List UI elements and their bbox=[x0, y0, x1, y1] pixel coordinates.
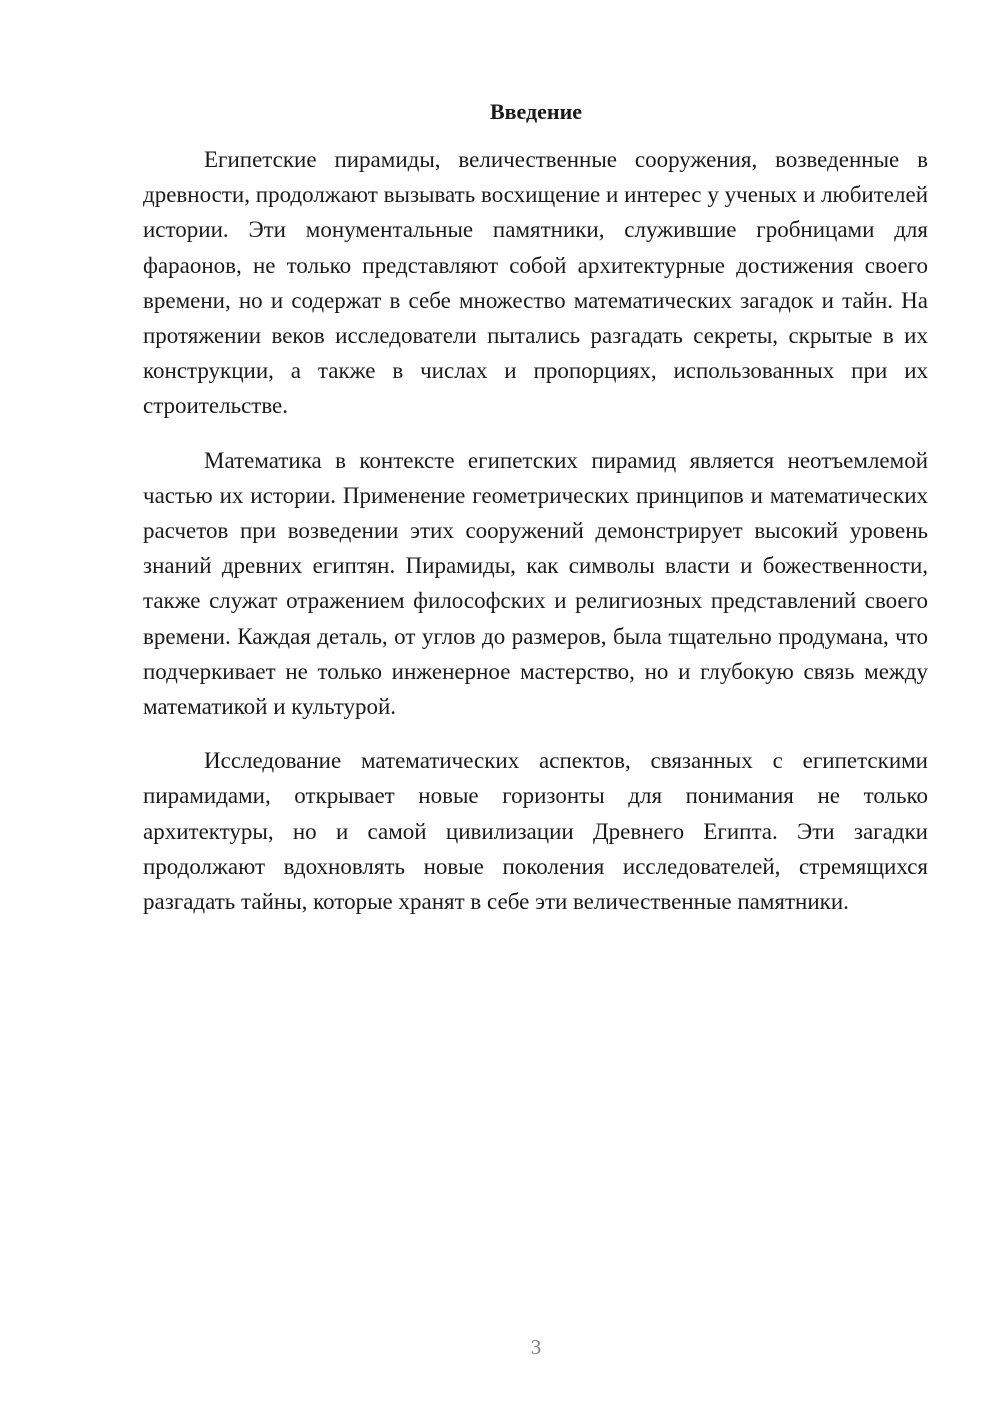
paragraph-1: Египетские пирамиды, величественные сооружения, возведенные в древности, продолжают вызывать восхищение и интерес у ученых и любителей истории. Эти монументальные памятники, служившие гробницами для фараонов, не только представляют собой архитектурные достижения своего времени, но и содержат в себе множество математических загадок и тайн. На протяжении веков исследователи пытались разгадать секреты, скрытые в их конструкции, а также в числах и пропорциях, использованных при их строительстве. bbox=[143, 147, 928, 419]
section-heading: Введение bbox=[489, 99, 583, 124]
paragraph-3: Исследование математических аспектов, связанных с египетскими пирамидами, открывает новые горизонты для понимания не только архитектуры, но и самой цивилизации Древнего Египта. Эти загадки продолжают вдохновлять новые поколения исследователей, стремящихся разгадать тайны, которые хранят в себе эти величественные памятники. bbox=[143, 748, 928, 915]
page-number: 3 bbox=[530, 1335, 542, 1359]
paragraph-2: Математика в контексте египетских пирамид является неотъемлемой частью их истории. Применение геометрических принципов и математических расчетов при возведении этих сооружений демонстрирует высокий уровень знаний древних египтян. Пирамиды, как символы власти и божественности, также служат отражением философских и религиозных представлений своего времени. Каждая деталь, от углов до размеров, была тщательно продумана, что подчеркивает не только инженерное мастерство, но и глубокую связь между математикой и культурой. bbox=[143, 447, 928, 720]
body-text bbox=[143, 142, 928, 919]
